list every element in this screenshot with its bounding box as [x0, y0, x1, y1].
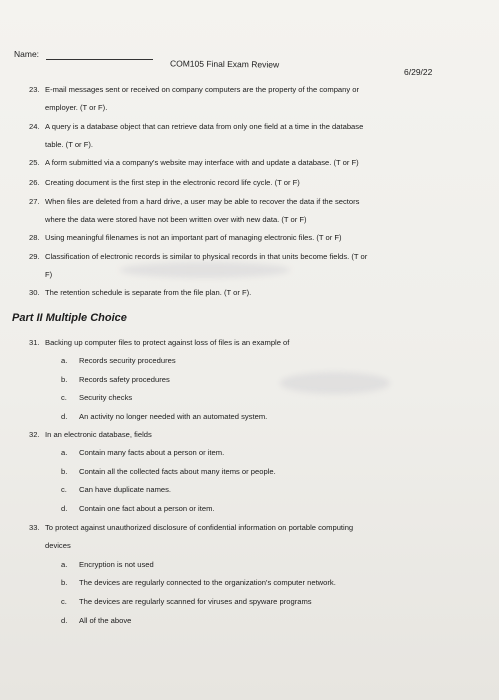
option-31a	[61, 352, 176, 370]
question-number: 23.	[29, 85, 40, 94]
question-25	[29, 154, 359, 172]
question-text-continued: where the data were stored have not been written over with new data. (T or F)	[45, 215, 307, 224]
question-text: Backing up computer files to protect against loss of files is an example of	[45, 338, 290, 347]
option-letter: d.	[61, 412, 68, 421]
option-text: Encryption is not used	[79, 560, 154, 569]
question-number: 24.	[29, 122, 40, 131]
question-text: The retention schedule is separate from the file plan. (T or F).	[45, 288, 252, 297]
name-label: Name:	[14, 49, 40, 59]
question-text: When files are deleted from a hard drive, a user may be able to recover the data if the sectors	[45, 197, 360, 206]
option-text: The devices are regularly connected to the organization's computer network.	[79, 578, 336, 587]
option-31b	[61, 371, 170, 389]
option-letter: c.	[61, 597, 67, 606]
option-32b	[61, 463, 276, 481]
option-letter: a.	[61, 560, 68, 569]
question-text-continued: devices	[45, 541, 71, 550]
option-text: An activity no longer needed with an automated system.	[79, 412, 268, 421]
question-29	[29, 248, 367, 284]
question-27	[29, 193, 359, 229]
question-number: 25.	[29, 158, 40, 167]
option-letter: c.	[61, 393, 67, 402]
option-letter: d.	[61, 616, 68, 625]
option-letter: a.	[61, 356, 68, 365]
question-24	[29, 118, 363, 154]
question-text-continued: table. (T or F).	[45, 140, 93, 149]
option-32c	[61, 481, 171, 499]
option-letter: d.	[61, 504, 68, 513]
question-number: 33.	[29, 523, 40, 532]
option-letter: b.	[61, 467, 68, 476]
option-31c	[61, 389, 132, 407]
option-text: All of the above	[79, 616, 132, 625]
option-letter: b.	[61, 578, 68, 587]
page-smudge	[280, 372, 390, 394]
question-text: Using meaningful filenames is not an important part of managing electronic files. (T or F)	[45, 233, 342, 242]
question-number: 30.	[29, 288, 40, 297]
option-33a	[61, 556, 154, 574]
option-32a	[61, 444, 224, 462]
question-text: E-mail messages sent or received on company computers are the property of the company or	[45, 85, 360, 94]
question-23	[29, 81, 359, 117]
question-text: Creating document is the first step in the electronic record life cycle. (T or F)	[45, 178, 300, 187]
option-text: Contain one fact about a person or item.	[79, 504, 215, 513]
option-text: Security checks	[79, 393, 133, 402]
option-33c	[61, 593, 312, 611]
page-header	[0, 45, 499, 85]
question-number: 32.	[29, 430, 40, 439]
option-text: Records security procedures	[79, 356, 176, 365]
question-number: 31.	[29, 338, 40, 347]
option-text: The devices are regularly scanned for viruses and spyware programs	[79, 597, 312, 606]
question-31	[29, 334, 289, 352]
option-letter: c.	[61, 485, 67, 494]
question-32	[29, 426, 152, 444]
exam-date: 6/29/22	[404, 67, 433, 77]
question-26	[29, 174, 300, 192]
question-text: To protect against unauthorized disclosure of confidential information on portable computing	[45, 523, 354, 532]
question-text: In an electronic database, fields	[45, 430, 152, 439]
option-33b	[61, 574, 336, 592]
option-text: Can have duplicate names.	[79, 485, 172, 494]
part-ii-heading: Part II Multiple Choice	[12, 312, 127, 324]
question-text: A form submitted via a company's website may interface with and update a database. (T or F)	[45, 158, 359, 167]
question-number: 28.	[29, 233, 40, 242]
option-letter: a.	[61, 448, 68, 457]
question-text: A query is a database object that can retrieve data from only one field at a time in the database	[45, 122, 364, 131]
option-31d	[61, 408, 267, 426]
option-letter: b.	[61, 375, 68, 384]
name-blank-line	[46, 59, 153, 60]
option-32d	[61, 500, 215, 518]
option-33d	[61, 612, 131, 630]
question-number: 27.	[29, 197, 40, 206]
question-33	[29, 519, 353, 555]
question-28	[29, 229, 342, 247]
option-text: Contain all the collected facts about many items or people.	[79, 467, 276, 476]
question-number: 26.	[29, 178, 40, 187]
question-number: 29.	[29, 252, 40, 261]
question-text-continued: employer. (T or F).	[45, 103, 108, 112]
option-text: Records safety procedures	[79, 375, 170, 384]
question-30	[29, 284, 251, 302]
question-text: Classification of electronic records is similar to physical records in that units become fields. (T or	[45, 252, 368, 261]
course-title: COM105 Final Exam Review	[169, 58, 280, 70]
question-text-continued: F)	[45, 270, 53, 279]
option-text: Contain many facts about a person or item.	[79, 448, 225, 457]
